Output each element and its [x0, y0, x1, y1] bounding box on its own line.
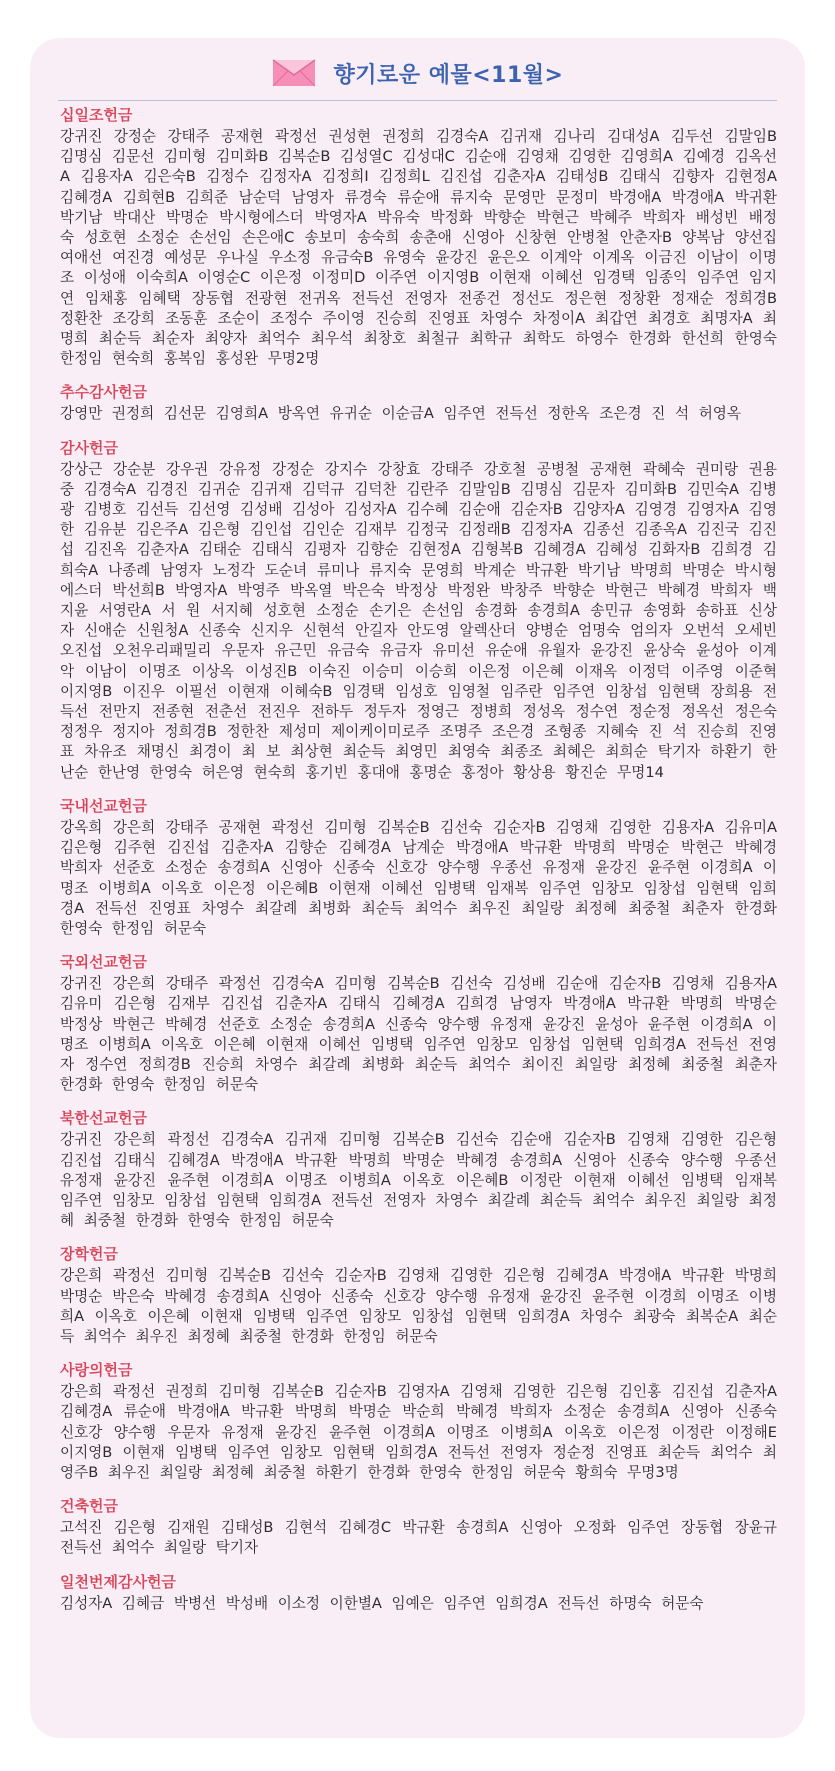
- section-title: 사랑의헌금: [60, 1361, 133, 1380]
- donor-names: 강영만 권정희 김선문 김영희A 방옥연 유귀순 이순금A 임주연 전득선 정한옥 조은경 진 석 허영옥: [60, 405, 741, 423]
- section-title: 십일조헌금: [60, 106, 133, 124]
- section-building: [60, 1497, 777, 1558]
- section-title: 국외선교헌금: [60, 953, 147, 972]
- sections-container: [60, 106, 777, 1628]
- section-love: [60, 1361, 777, 1483]
- donor-names: 강은희 곽정선 권정희 김미형 김복순B 김순자B 김영자A 김영채 김영한 김은형 김인홍 김진섭 김춘자A 김혜경A 류순애 박경애A 박규환 박명희 박명순 박순희 박혜경 박희자 소정순 송경희A 신영아 신종숙 신호강 양수행 우문자 유정재 윤강진 윤주현 이경희A 이명조 이병희A 이옥호 이은정 이정란 이정해E 이지영B 이현재 임병택 임주연 임창모 임현택 임희경A 전득선 전영자 정순정 진영표 최순득 최억수 최영주B 최우진 최일랑 최정혜 최중철 하환기 한경화 한영숙 한정임 허문숙 황희숙 무명3명: [60, 1383, 777, 1481]
- header: [30, 52, 805, 98]
- section-domestic-mission: [60, 797, 777, 939]
- donor-names: 강상근 강순분 강우권 강유정 강정순 강지수 강창효 강태주 강호철 공병철 공재현 곽혜숙 권미랑 권용중 김경숙A 김경진 김귀순 김귀재 김덕규 김덕찬 김란주 김말임B 김명심 김문자 김미화B 김민숙A 김병광 김병호 김선득 김선영 김성배 김성아 김성자A 김수혜 김순애 김순자B 김양자A 김영경 김영자A 김영한 김유분 김은주A 김은형 김인섭 김인순 김재부 김정국 김정래B 김정자A 김종선 김종옥A 김진국 김진섭 김진옥 김춘자A 김태순 김태식 김평자 김향순 김현정A 김형복B 김혜경A 김혜성 김화자B 김희경 김희숙A 나종례 남영자 노정각 도순녀 류미나 류지숙 문영희 박계순 박규환 박기남 박명희 박명순 박시형에스더 박선희B 박영자A 박영주 박옥열 박은숙 박정상 박정완 박창주 박향순 박현근 박혜경 박희자 백지윤 서영란A 서 원 서지혜 성호현 소정순 손기은 손선임 송경화 송경희A 송민규 송영화 송하표 신상자 신애순 신원청A 신종숙 신지우 신현석 안길자 안도영 알렉산더 양병순 엄명숙 엄의자 오번석 오세빈 오진섭 오천우리패밀리 우문자 유근민 유금숙 유금자 유미선 유순애 유월자 윤강진 윤상숙 윤성아 이계악 이남이 이명조 이상옥 이성진B 이숙진 이승미 이승희 이은정 이은혜 이재옥 이정덕 이주영 이준혁 이지영B 이진우 이필선 이현재 이혜숙B 임경택 임성호 임영철 임주란 임주연 임창섭 임현택 장희용 전득선 전만지 전종현 전춘선 전진우 전하두 정두자 정영근 정병희 정성옥 정수연 정순정 정옥선 정은숙 정정우 정지아 정희경B 정한찬 제성미 제이케이미로주 조명주 조은경 조형종 지혜숙 진 석 진승희 진영표 차유조 채명신 최경이 최 보 최상현 최순득 최영민 최영숙 최종조 최혜은 최희순 탁기자 하환기 한난순 한난영 한영숙 허은영 현숙희 홍기빈 홍대애 홍명순 홍정아 황상용 황진순 무명14: [60, 460, 777, 781]
- section-scholarship: [60, 1245, 777, 1347]
- donor-names: 강귀진 강은희 강태주 곽정선 김경숙A 김미형 김복순B 김선숙 김성배 김순애 김순자B 김영채 김용자A 김유미 김은형 김재부 김진섭 김춘자A 김태식 김혜경A 김희경 남영자 박경애A 박규환 박명희 박명순 박정상 박현근 박혜경 선준호 소정순 송경희A 신종숙 양수행 유정재 윤강진 윤성아 윤주현 이경희A 이명조 이병희A 이옥호 이은혜 이현재 이혜선 임병택 임주연 임창모 임창섭 임현택 임희경A 전득선 전영자 정수연 정희경B 진승희 차영수 최갈례 최병화 최순득 최억수 최이진 최일랑 최정혜 최중철 최춘자 한경화 한영숙 한정임 허문숙: [60, 975, 777, 1094]
- donor-names: 강귀진 강정순 강태주 공재현 곽정선 권성현 권정희 김경숙A 김귀재 김나리 김대성A 김두선 김말임B 김명심 김문선 김미형 김미화B 김복순B 김성열C 김성대C 김순애 김영채 김영한 김영희A 김예경 김옥선A 김용자A 김은숙B 김정수 김정자A 김정희I 김정희L 김진섭 김춘자A 김태성B 김태식 김향자 김현정A 김혜경A 김희현B 김희준 남순덕 남영자 류경숙 류순애 류지숙 문영만 문정미 박경애A 박경애A 박귀환 박기남 박대산 박명순 박시형에스더 박영자A 박유숙 박정화 박향순 박현근 박혜주 박희자 배성빈 배정숙 성호현 소정순 손선임 손은애C 송보미 송숙희 송춘애 신영아 신창현 안병철 안춘자B 양복남 양선집 여애선 여진경 예성문 우나실 우소정 유금숙B 유영숙 윤강진 윤은오 이계악 이계옥 이금진 이남이 이명조 이성애 이숙희A 이영순C 이은정 이정미D 이주연 이지영B 이현재 이혜선 임경택 임종익 임주연 임지연 임채홍 임혜택 장동협 전광현 전귀옥 전득선 전영자 전종건 정선도 정은현 정창환 정재순 정희경B 정환찬 조강희 조동훈 조순이 조정수 주이영 진승희 진영표 차영수 차정이A 최갑연 최경호 최명자A 최명희 최순득 최순자 최양자 최억수 최우석 최창호 최철규 최학규 최학도 하영수 한경화 한선희 한영숙 한정임 현숙희 홍복임 홍성완 무명2명: [60, 128, 778, 368]
- section-thanksgiving: [60, 439, 777, 783]
- donor-names: 강은희 곽정선 김미형 김복순B 김선숙 김순자B 김영채 김영한 김은형 김혜경A 박경애A 박규환 박명희 박명순 박은숙 박혜경 송경희A 신영아 신종숙 신호강 양수행 유정재 윤강진 윤주현 이경희 이명조 이병희A 이옥호 이은혜 이현재 임병택 임주연 임창모 임창섭 임현택 임희경A 차영수 최광숙 최복순A 최순득 최억수 최우진 최정혜 최중철 한경화 한정임 허문숙: [60, 1267, 777, 1345]
- page-title: 향기로운 예물<11월>: [333, 62, 564, 88]
- section-north-korea-mission: [60, 1109, 777, 1231]
- section-title: 국내선교헌금: [60, 796, 147, 815]
- section-title: 추수감사헌금: [60, 383, 147, 402]
- section-foreign-mission: [60, 953, 777, 1095]
- section-tithe: [60, 106, 777, 369]
- section-thousand-offerings: [60, 1573, 777, 1614]
- offering-card: [30, 38, 805, 1738]
- title-divider: [58, 100, 777, 101]
- envelope-icon: [272, 57, 316, 89]
- section-harvest: [60, 383, 777, 424]
- section-title: 일천번제감사헌금: [60, 1572, 176, 1591]
- donor-names: 고석진 김은형 김재원 김태성B 김현석 김혜경C 박규환 송경희A 신영아 오정화 임주연 장동협 장윤규 전득선 최억수 최일랑 탁기자: [60, 1519, 777, 1557]
- section-title: 건축헌금: [60, 1497, 118, 1516]
- section-title: 장학헌금: [60, 1245, 118, 1264]
- section-title: 북한선교헌금: [60, 1109, 147, 1128]
- section-title: 감사헌금: [60, 438, 118, 457]
- donor-names: 김성자A 김혜금 박병선 박성배 이소정 이한별A 임예은 임주연 임희경A 전득선 하명숙 허문숙: [60, 1594, 704, 1612]
- title-row: [30, 52, 805, 94]
- donor-names: 강귀진 강은희 곽정선 김경숙A 김귀재 김미형 김복순B 김선숙 김순애 김순자B 김영채 김영한 김은형 김진섭 김태식 김혜경A 박경애A 박규환 박명희 박명순 박혜경 송경희A 신영아 신종숙 양수행 우종선 유정재 윤강진 윤주현 이경희A 이명조 이병희A 이옥호 이은혜B 이정란 이현재 이혜선 임병택 임재복 임주연 임창모 임창섭 임현택 임희경A 전득선 전영자 차영수 최갈례 최순득 최억수 최우진 최일랑 최정혜 최중철 한경화 한영숙 한정임 허문숙: [60, 1131, 777, 1230]
- donor-names: 강옥희 강은희 강태주 공재현 곽정선 김미형 김복순B 김선숙 김순자B 김영채 김영한 김용자A 김유미A 김은형 김주현 김진섭 김춘자A 김향순 김혜경A 남계순 박경애A 박규환 박명희 박명순 박현근 박혜경 박희자 선준호 소정순 송경희A 신영아 신종숙 신호강 양수행 우종선 유정재 윤강진 윤주현 이경희A 이명조 이병희A 이옥호 이은정 이은혜B 이현재 이혜선 임병택 임재복 임주연 임창모 임창섭 임현택 임희경A 전득선 진영표 차영수 최갈례 최병화 최순득 최억수 최우진 최일랑 최정혜 최중철 최춘자 한경화 한영숙 한정임 허문숙: [60, 818, 777, 937]
